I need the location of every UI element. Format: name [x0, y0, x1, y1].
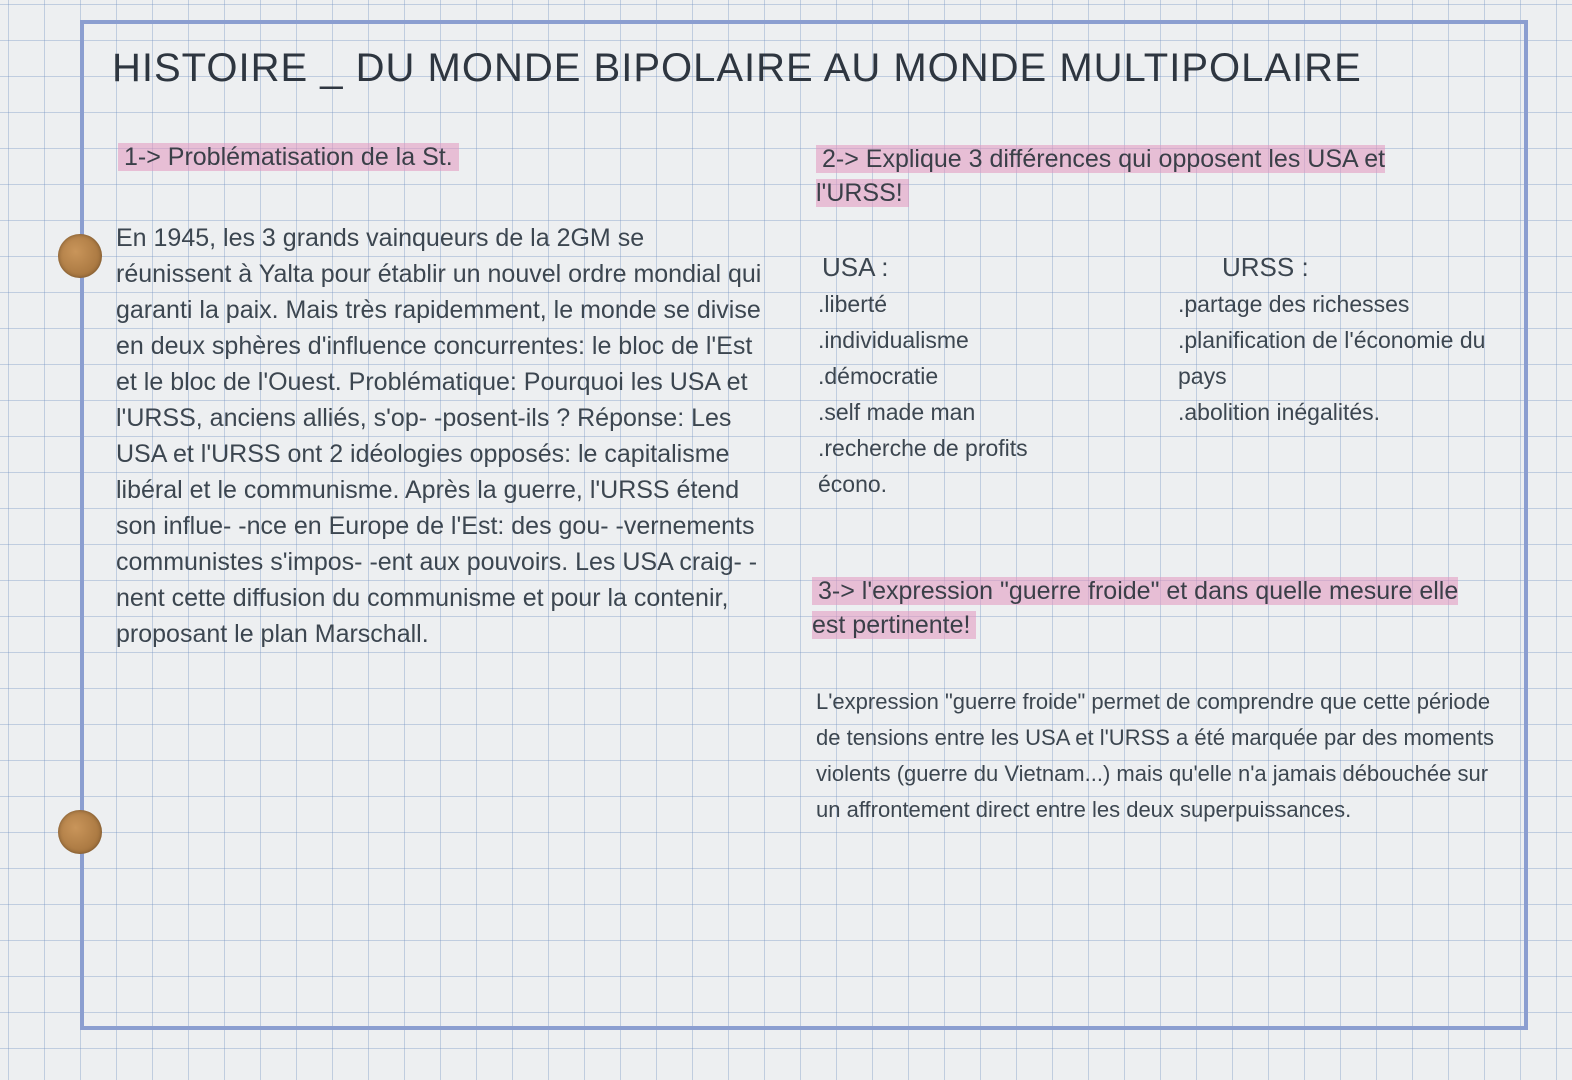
section3-heading-text: 3-> l'expression "guerre froide" et dans quelle mesure elle est pertinente! — [812, 577, 1459, 639]
list-item: .planification de l'économie du pays — [1178, 327, 1486, 389]
binder-hole-top — [58, 234, 102, 278]
section2-heading — [816, 142, 1456, 210]
usa-list — [818, 286, 1098, 502]
section1-heading — [118, 140, 459, 174]
section3-heading — [812, 574, 1492, 642]
urss-column-title: URSS : — [1222, 252, 1309, 282]
binder-hole-bottom — [58, 810, 102, 854]
section1-paragraph: En 1945, les 3 grands vainqueurs de la 2GM se réunissent à Yalta pour établir un nouvel ordre mondial qui garanti la paix. Mais très rapidemment, le monde se divise en deux sphères d'influence concurrentes: le bloc de l'Est et le bloc de l'Ouest. Problématique: Pourquoi les USA et l'URSS, anciens alliés, s'op- -posent-ils ? Réponse: Les USA et l'URSS ont 2 idéologies opposés: le capitalisme libéral et le communisme. Après la guerre, l'URSS étend son influe- -nce en Europe de l'Est: des gou- -vernements communistes s'impos- -ent aux pouvoirs. Les USA craig- -nent cette diffusion du communisme et pour la contenir, proposant le plan Marschall. — [116, 224, 762, 648]
list-item: .recherche de profits écono. — [818, 435, 1028, 497]
usa-column-title: USA : — [822, 252, 889, 282]
page-title: HISTOIRE _ DU MONDE BIPOLAIRE AU MONDE MULTIPOLAIRE — [112, 46, 1362, 90]
list-item: .individualisme — [818, 327, 969, 353]
list-item: .abolition inégalités. — [1178, 399, 1381, 425]
list-item: .self made man — [818, 399, 976, 425]
section2-heading-text: 2-> Explique 3 différences qui opposent les USA et l'URSS! — [816, 145, 1386, 207]
list-item: .liberté — [818, 291, 888, 317]
section1-heading-text: 1-> Problématisation de la St. — [118, 143, 459, 171]
section3-paragraph: L'expression "guerre froide" permet de comprendre que cette période de tensions entre les USA et l'URSS a été marquée par des moments violents (guerre du Vietnam...) mais qu'elle n'a jamais débouchée sur un affrontement direct entre les deux superpuissances. — [816, 689, 1494, 822]
list-item: .partage des richesses — [1178, 291, 1410, 317]
list-item: .démocratie — [818, 363, 939, 389]
urss-list — [1178, 286, 1518, 430]
